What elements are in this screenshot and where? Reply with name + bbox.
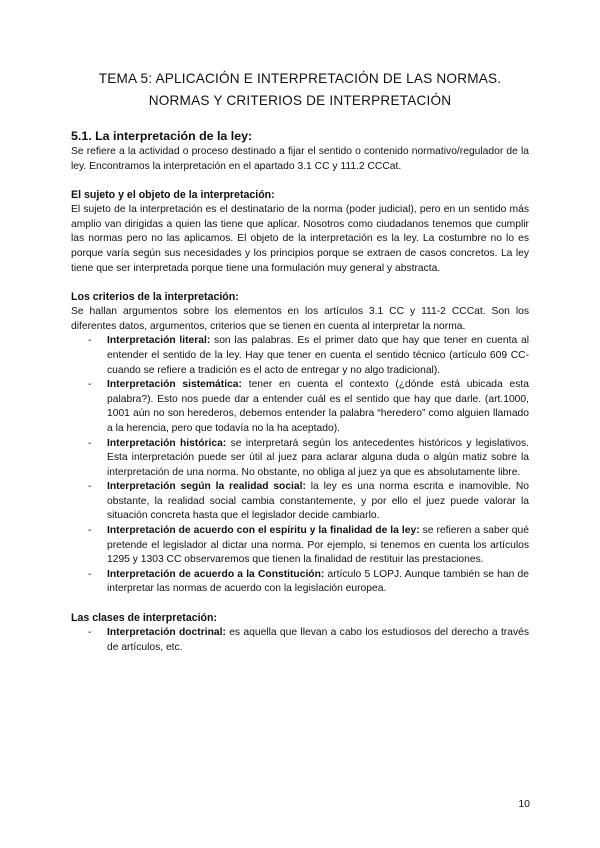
list-item-text: tener en cuenta el contexto (¿dónde está ubicada esta palabra?). Esto nos puede dar a entender cuál es el sentido que hay que darle. (art.1000, 1001 aún no son herederos, debemos entender la palabra “heredero” como alguien llamado a la herencia, pero que todavía no la ha aceptado). — [107, 379, 529, 434]
list-item-term: Interpretación sistemática: — [107, 379, 242, 391]
list-item — [71, 626, 529, 655]
list-item-term: Interpretación literal: — [107, 335, 211, 347]
list-item-term: Interpretación según la realidad social: — [107, 481, 306, 493]
document-body — [71, 128, 529, 655]
dash-bullet: - — [88, 525, 92, 537]
paragraph-criterios-intro: Se hallan argumentos sobre los elementos en los artículos 3.1 CC y 111-2 CCCat. Son los diferentes datos, argumentos, criterios que se tienen en cuenta al interpretar la norma. — [71, 306, 529, 332]
section-heading-criterios: Los criterios de la interpretación: — [71, 291, 239, 304]
list-item-term: Interpretación histórica: — [107, 437, 227, 449]
document-title — [60, 68, 540, 112]
list-item-text: la ley es una norma escrita e inamovible. No obstante, la realidad social cambia constantemente, y por ello el juez puede valorar la situación concreta hasta que el legislador decide cambiarlo. — [107, 481, 530, 522]
list-item — [71, 480, 529, 524]
section-heading-sujeto-objeto: El sujeto y el objeto de la interpretación: — [71, 189, 275, 202]
list-item-text: son las palabras. Es el primer dato que hay que tener en cuenta al entender el sentido de la ley. Hay que tener en cuenta el sentido técnico (artículo 609 CC- cuando se refiere a tradición es el acto de entregar y no algo tradicional). — [107, 335, 529, 376]
dash-bullet: - — [88, 335, 92, 347]
title-line-1: TEMA 5: APLICACIÓN E INTERPRETACIÓN DE LAS NORMAS. — [98, 71, 502, 86]
list-item — [71, 378, 529, 436]
list-item — [71, 437, 529, 481]
list-item — [71, 524, 529, 568]
section-heading-interpretacion: 5.1. La interpretación de la ley: — [71, 129, 253, 143]
dash-bullet: - — [88, 481, 92, 493]
title-line-2: NORMAS Y CRITERIOS DE INTERPRETACIÓN — [148, 93, 452, 108]
list-item-term: Interpretación doctrinal: — [107, 627, 226, 639]
section-heading-clases: Las clases de interpretación: — [71, 612, 218, 625]
list-item — [71, 568, 529, 597]
list-item-text: se interpretará según los antecedentes históricos y legislativos. Esta interpretación puede ser útil al juez para aclarar alguna duda o algún matiz sobre la interpretación de una norma. No obstante, no obliga al juez ya que es absolutamente libre. — [107, 437, 529, 478]
list-item — [71, 334, 529, 378]
list-item-text: es aquella que llevan a cabo los estudiosos del derecho a través de artículos, etc. — [107, 627, 529, 653]
dash-bullet: - — [88, 627, 92, 639]
list-item-text: se refieren a saber qué pretende el legislador al dictar una norma. Por ejemplo, si tenemos en cuenta los artículos 1295 y 1303 CC observaremos que tienen la finalidad de restituir las prestaciones. — [107, 525, 529, 566]
dash-bullet: - — [88, 437, 92, 449]
dash-bullet: - — [88, 568, 92, 580]
list-item-term: Interpretación de acuerdo a la Constitución: — [107, 568, 325, 580]
page-number: 10 — [518, 798, 530, 810]
paragraph-sujeto-objeto: El sujeto de la interpretación es el destinatario de la norma (poder judicial), pero en un sentido más amplio van dirigidas a quien las tiene que aplicar. Nosotros como ciudadanos tenemos que cumplir las normas pero no las aplicamos. El objeto de la interpretación es la ley. La costumbre no lo es porque varía según sus necesidades y los principios porque se extraen de casos concretos. La ley tiene que ser interpretada porque tiene una formulación muy general y abstracta. — [71, 204, 529, 274]
criterios-list — [71, 334, 529, 597]
list-item-text: artículo 5 LOPJ. Aunque también se han de interpretar las normas de acuerdo con la legislación europea. — [107, 568, 529, 595]
clases-list — [71, 626, 529, 655]
dash-bullet: - — [88, 379, 92, 391]
list-item-term: Interpretación de acuerdo con el espíritu y la finalidad de la ley: — [107, 525, 420, 537]
paragraph-interpretacion: Se refiere a la actividad o proceso destinado a fijar el sentido o contenido normativo/regulador de la ley. Encontramos la interpretación en el apartado 3.1 CC y 111.2 CCCat. — [71, 146, 529, 172]
